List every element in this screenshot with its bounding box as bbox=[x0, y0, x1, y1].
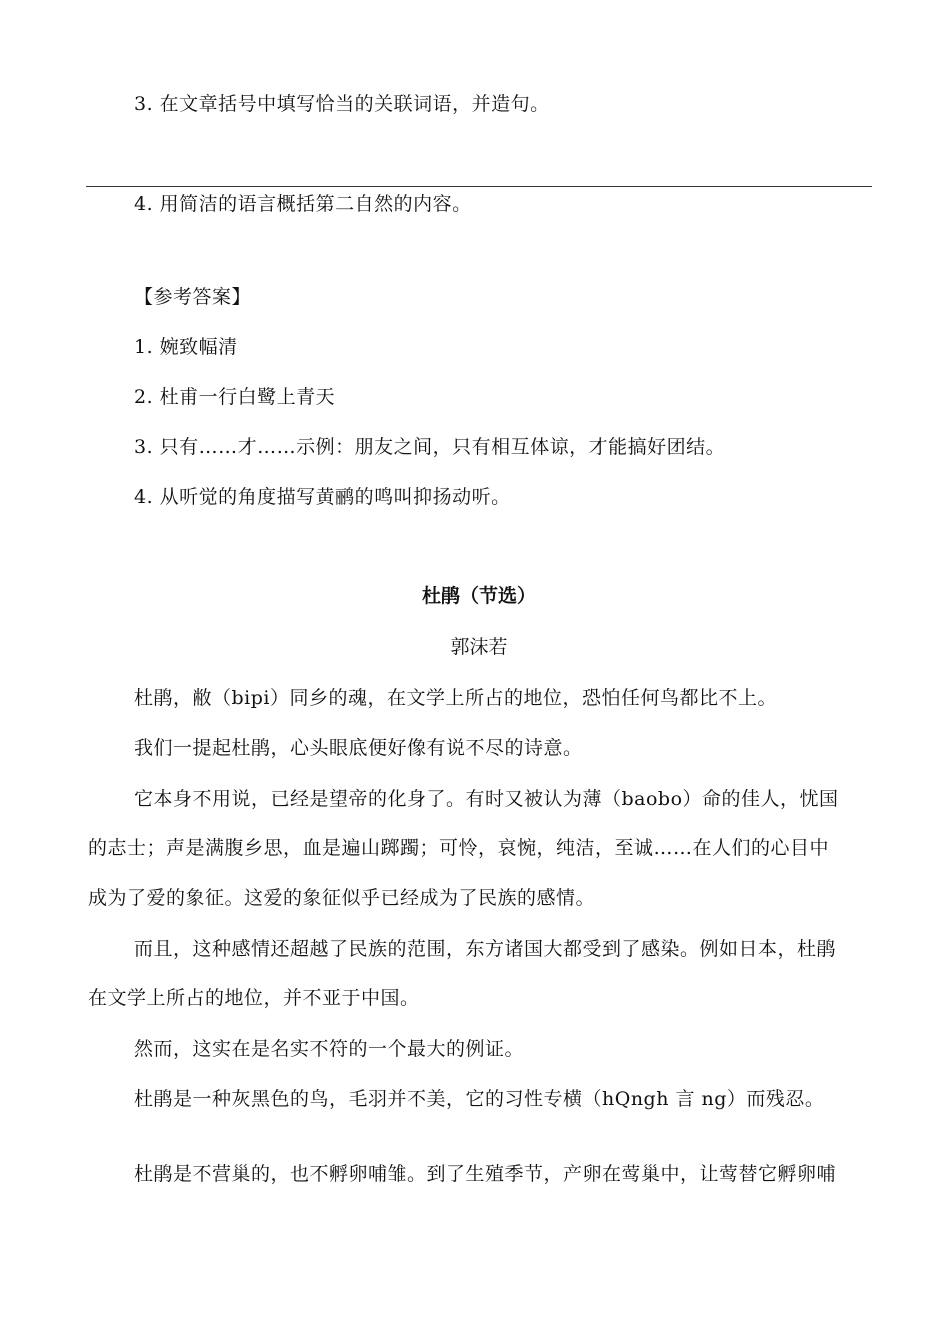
article-line: 的志士；声是满腹乡思，血是遍山踯躅；可怜，哀惋，纯洁，至诚……在人们的心目中 bbox=[88, 837, 830, 859]
article-line: 杜鹃，敝（bipi）同乡的魂，在文学上所占的地位，恐怕任何鸟都比不上。 bbox=[134, 687, 777, 709]
article-title: 杜鹃（节选） bbox=[421, 585, 536, 607]
article-line: 在文学上所占的地位，并不亚于中国。 bbox=[88, 987, 420, 1009]
article-line: 成为了爱的象征。这爱的象征似乎已经成为了民族的感情。 bbox=[88, 887, 596, 909]
answer-2: 2. 杜甫一行白鹭上青天 bbox=[134, 386, 336, 408]
article-line: 而且，这种感情还超越了民族的范围，东方诸国大都受到了感染。例如日本，杜鹃 bbox=[134, 938, 837, 960]
question-4: 4. 用简洁的语言概括第二自然的内容。 bbox=[134, 193, 472, 215]
answer-4: 4. 从听觉的角度描写黄鹂的鸣叫抑扬动听。 bbox=[134, 486, 511, 508]
question-3: 3. 在文章括号中填写恰当的关联词语，并造句。 bbox=[134, 93, 550, 115]
article-line: 我们一提起杜鹃，心头眼底便好像有说不尽的诗意。 bbox=[134, 737, 583, 759]
article-line: 然而，这实在是名实不符的一个最大的例证。 bbox=[134, 1038, 525, 1060]
article-line: 杜鹃是一种灰黑色的鸟，毛羽并不美，它的习性专横（hQngh 言 ng）而残忍。 bbox=[134, 1088, 825, 1110]
article-author: 郭沫若 bbox=[450, 636, 508, 658]
answer-3: 3. 只有……才……示例：朋友之间，只有相互体谅，才能搞好团结。 bbox=[134, 436, 726, 458]
article-line: 它本身不用说，已经是望帝的化身了。有时又被认为薄（baobo）命的佳人，忧国 bbox=[134, 788, 839, 810]
divider-line bbox=[86, 186, 872, 187]
answer-1: 1. 婉致幅清 bbox=[134, 336, 238, 358]
article-line: 杜鹃是不营巢的，也不孵卵哺雏。到了生殖季节，产卵在莺巢中，让莺替它孵卵哺 bbox=[134, 1163, 837, 1185]
answers-heading: 【参考答案】 bbox=[134, 286, 252, 308]
